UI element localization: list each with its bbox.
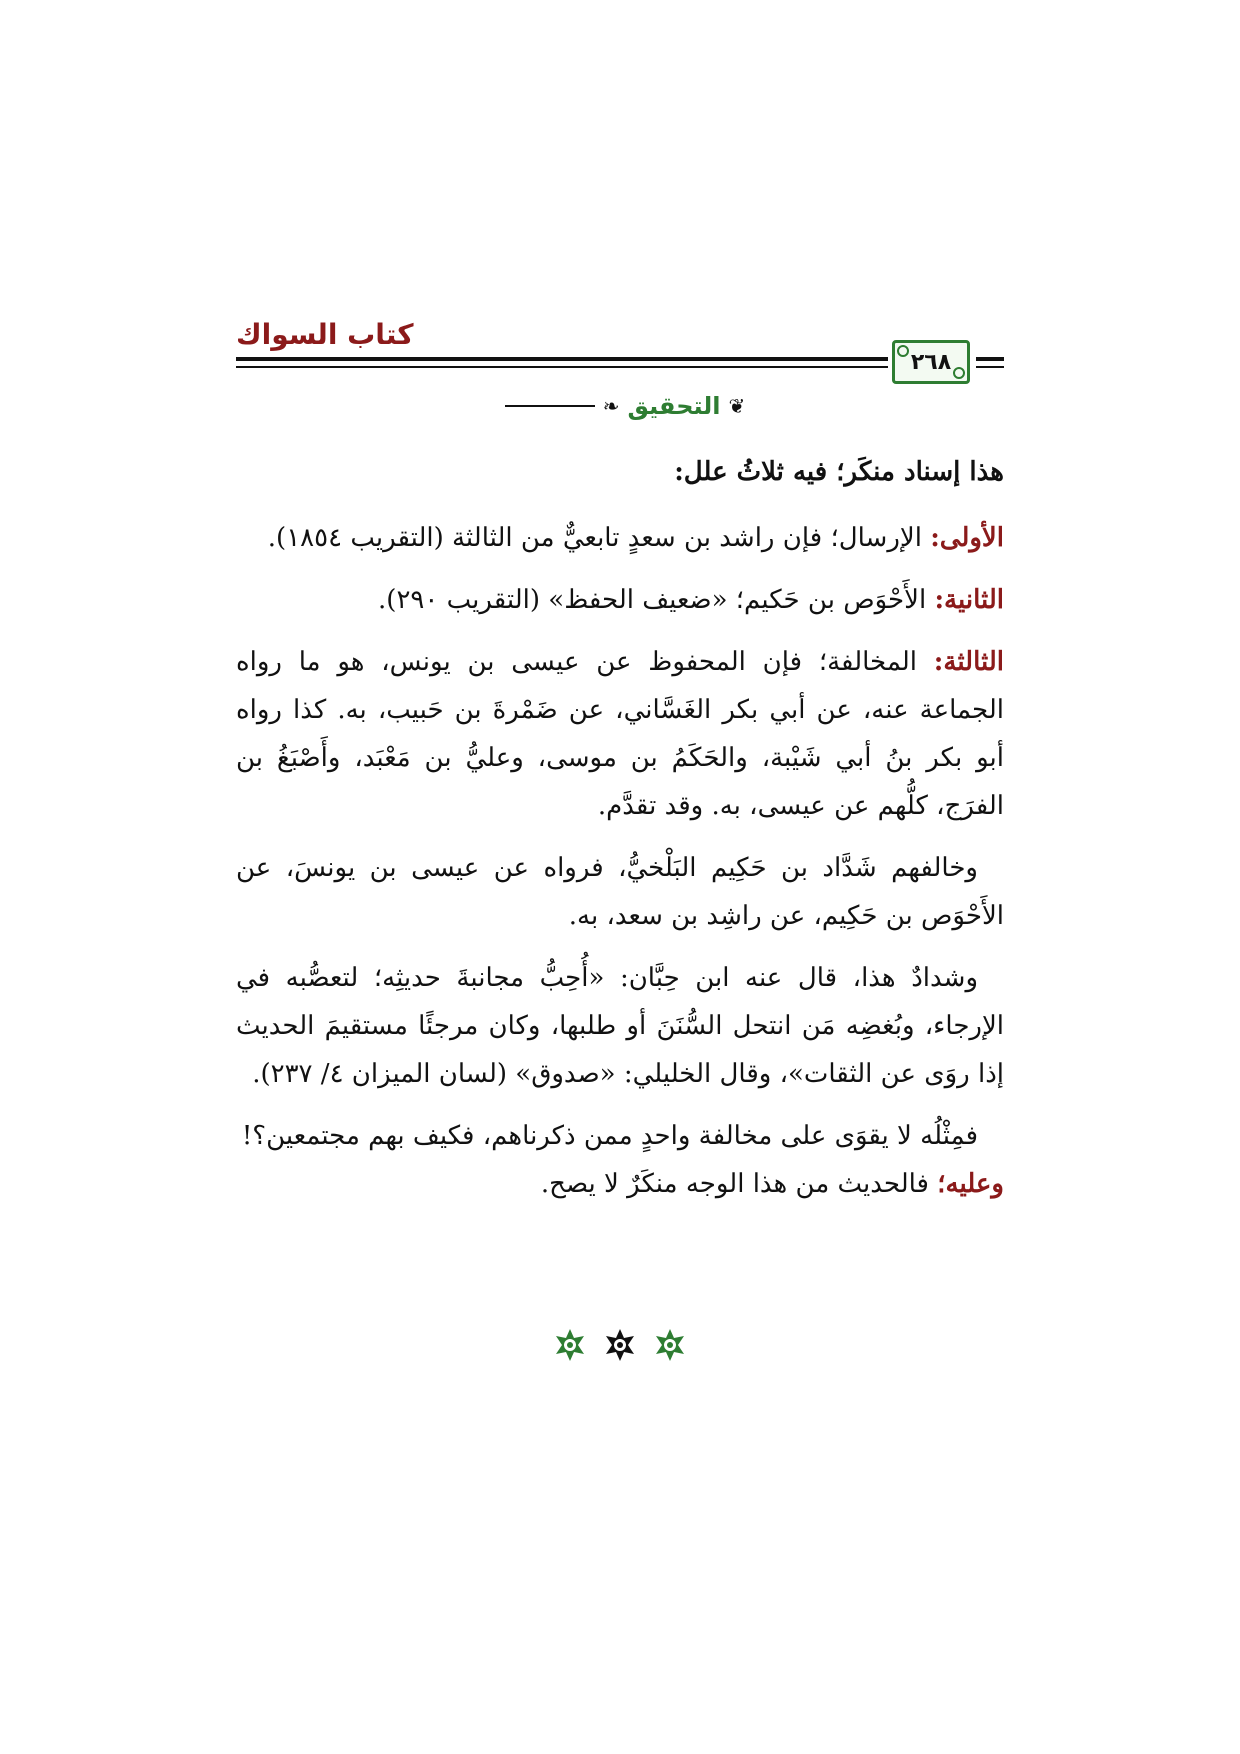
first-reason	[236, 514, 1004, 562]
section-heading	[400, 386, 850, 426]
conclusion-paragraph	[236, 1160, 1004, 1208]
third-text: المخالفة؛ فإن المحفوظ عن عيسى بن يونس، هو ما رواه الجماعة عنه، عن أبي بكر الغَسَّاني، عن ضَمْرةَ بن حَبيب، به. كذا رواه أبو بكر بنُ أبي شَيْبة، والحَكَمُ بن موسى، وعليُّ بن مَعْبَد، وأَصْبَغُ بن الفرَج، كلُّهم عن عيسى، به. وقد تقدَّم.	[236, 647, 1004, 821]
closing-ornaments	[500, 1328, 740, 1368]
flower-ornament-icon	[653, 1328, 687, 1362]
first-label: الأولى:	[930, 523, 1004, 553]
second-reason	[236, 576, 1004, 624]
swirl-ornament-icon: ❦	[728, 394, 746, 418]
conclusion-label: وعليه؛	[937, 1169, 1004, 1199]
header-rule	[976, 357, 1004, 361]
page-number-badge	[892, 340, 970, 384]
page-number: ٢٦٨	[910, 349, 952, 375]
header-rule	[236, 366, 888, 368]
third-label: الثالثة:	[933, 647, 1004, 677]
header-rule	[236, 357, 888, 361]
book-title: كتاب السواك	[236, 318, 414, 351]
mithluh-paragraph: فمِثْلُه لا يقوَى على مخالفة واحدٍ ممن ذكرناهم، فكيف بهم مجتمعين؟!	[241, 1121, 978, 1151]
intro-paragraph: هذا إسناد منكَر؛ فيه ثلاثُ علل:	[674, 457, 1004, 487]
section-title: التحقيق	[627, 392, 721, 420]
ibn-hibban-paragraph: وشدادٌ هذا، قال عنه ابن حِبَّان: «أُحِبُّ مجانبةَ حديثِه؛ لتعصُّبه في الإرجاء، وبُغضِه مَن انتحل السُّنَنَ أو طلبها، وكان مرجئًا مستقيمَ الحديث إذا روَى عن الثقات»، وقال الخليلي: «صدوق» (لسان الميزان ٤/ ٢٣٧).	[236, 963, 1004, 1089]
flower-ornament-icon	[553, 1328, 587, 1362]
ornament-line	[505, 405, 595, 407]
header-rule	[976, 366, 1004, 368]
second-text: الأَحْوَص بن حَكيم؛ «ضعيف الحفظ» (التقريب ٢٩٠).	[378, 585, 935, 615]
third-reason	[236, 638, 1004, 830]
shaddad-paragraph: وخالفهم شَدَّاد بن حَكِيم البَلْخيُّ، فرواه عن عيسى بن يونسَ، عن الأَحْوَص بن حَكِيم، عن راشِد بن سعد، به.	[236, 853, 1004, 931]
second-label: الثانية:	[934, 585, 1004, 615]
swirl-ornament-icon: ❧	[602, 394, 620, 418]
main-text	[236, 448, 1004, 1208]
flower-ornament-icon	[603, 1328, 637, 1362]
conclusion-text: فالحديث من هذا الوجه منكَرٌ لا يصح.	[540, 1169, 938, 1199]
first-text: الإرسال؛ فإن راشد بن سعدٍ تابعيٌّ من الثالثة (التقريب ١٨٥٤).	[267, 523, 931, 553]
